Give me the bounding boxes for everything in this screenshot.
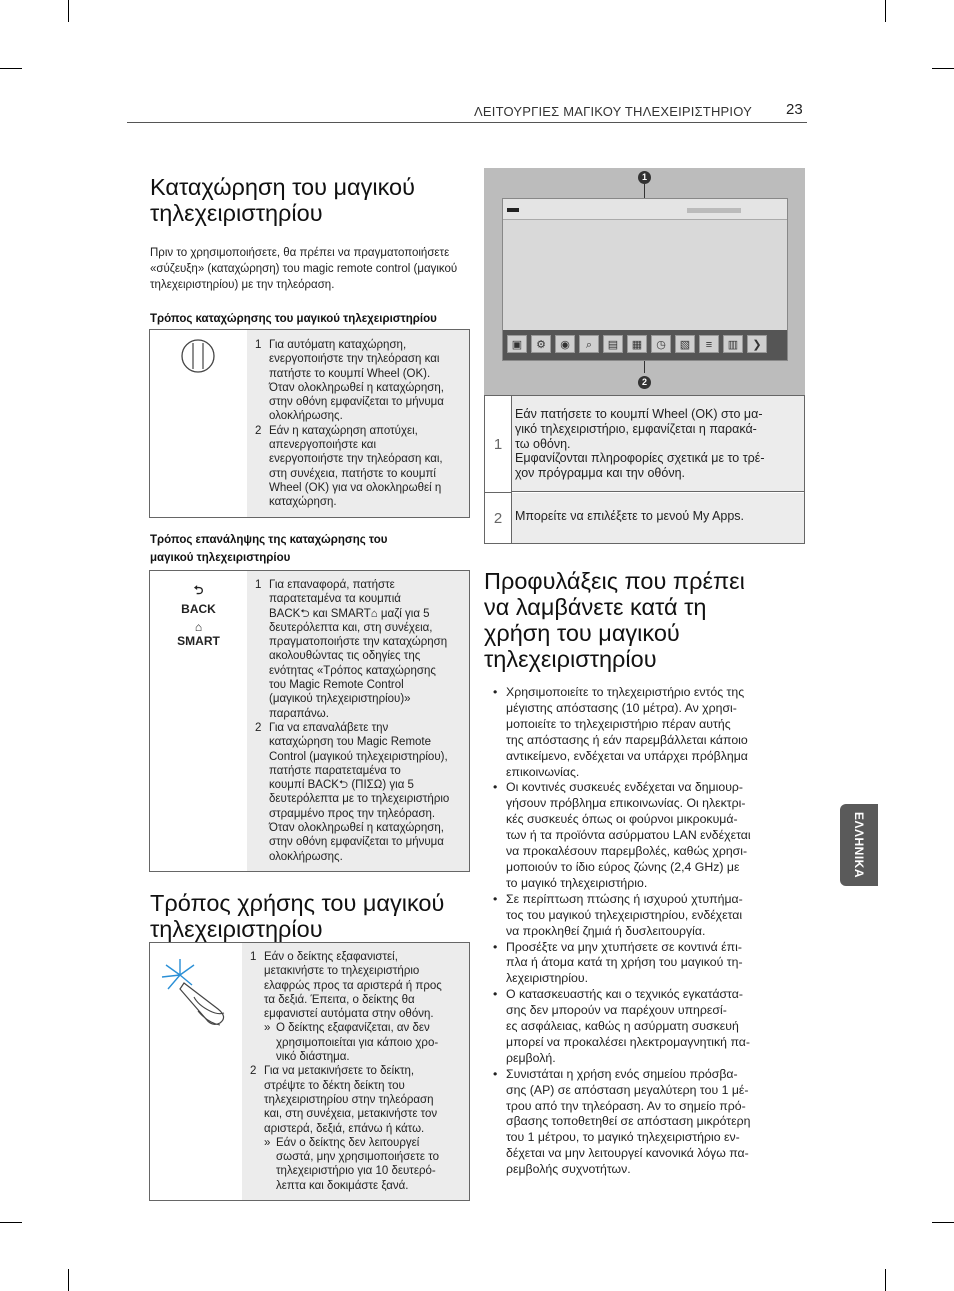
text-line: στη συνέχεια, πατήστε το κουμπί	[269, 467, 436, 480]
text-line: Control (μαγικού τηλεχειριστηρίου),	[269, 750, 448, 763]
text-line: σης δεν μπορούν να παρέχουν υπηρεσί-	[506, 1003, 727, 1018]
text-line: χρησιμοποιείται για κάποιο χρο-	[276, 1036, 439, 1049]
text-line: παρατεταμένα τα κουμπιά	[269, 593, 401, 606]
registration-table	[149, 329, 470, 518]
text-line: ενότητας «Τρόπος καταχώρησης	[269, 664, 436, 677]
tv-icon[interactable]: ▣	[507, 335, 527, 353]
precautions-list	[491, 685, 801, 1178]
table2-icon-cell	[150, 571, 248, 871]
step-number: 2	[250, 1065, 257, 1078]
progress-indicator	[687, 208, 741, 213]
text-line: τος του μαγικού τηλεχειριστηρίου, ενδέχεται	[506, 907, 743, 922]
text-line: εμφανιστεί αυτόματα στην οθόνη.	[264, 1008, 434, 1021]
text-line: σβασης τοποθετηθεί σε απόσταση μικρότερη	[506, 1114, 751, 1129]
text-line: να προκαλέσουν παρεμβολές, καθώς χρησι-	[506, 844, 748, 859]
reregistration-table	[149, 570, 470, 872]
text-line: να προκληθεί ζημιά ή δυσλειτουργία.	[506, 923, 706, 938]
header-rule	[127, 122, 807, 123]
registration-intro	[150, 245, 470, 293]
screen-icon[interactable]: ▥	[723, 335, 743, 353]
table3-steps	[250, 950, 463, 1193]
legend-text-cell	[512, 493, 804, 543]
language-tab	[840, 804, 878, 886]
text-line: Wheel (OK) για να ολοκληρωθεί η	[269, 481, 442, 494]
text-line: των ή τα προϊόντα ασύρματου LAN ενδέχεται	[506, 828, 751, 843]
precaution-item	[491, 780, 801, 891]
title-line: Τρόπος χρήσης του μαγικού	[150, 890, 445, 916]
apps-icon[interactable]: ▦	[627, 335, 647, 353]
step-item	[255, 721, 463, 864]
title-line: χρήση του μαγικού	[484, 620, 680, 646]
note-marker: »	[264, 1136, 271, 1149]
text-line: Για επαναφορά, πατήστε	[269, 579, 395, 591]
text-line: κουμπί BACK⮌ (ΠΙΣΩ) για 5	[269, 779, 414, 792]
text-line: ολοκλήρωσης.	[269, 850, 343, 863]
precaution-item	[491, 987, 801, 1067]
text-line: Εμφανίζονται πληροφορίες σχετικά με το τρέ-	[515, 451, 765, 466]
intro-line: τηλεχειριστηρίου) με την τηλεόραση.	[150, 279, 335, 291]
text-line: τρου από την τηλεόραση. Αν το σημείο πρό-	[506, 1098, 746, 1113]
table3-steps-cell	[242, 943, 469, 1200]
precautions-list-wrap	[491, 685, 801, 1178]
text-line: γικό τηλεχειριστήριο, εμφανίζεται η παρακά-	[515, 421, 757, 436]
text-line: Ο δείκτης εξαφανίζεται, αν δεν	[276, 1022, 430, 1035]
crop-mark	[68, 1269, 69, 1291]
text-line: του Magic Remote Control	[269, 679, 404, 692]
note-marker: »	[264, 1022, 271, 1035]
text-line: σης (AP) σε απόσταση μεγαλύτερη του 1 μέ-	[506, 1082, 749, 1097]
text-line: της απόστασης ή εάν παρεμβάλλεται κάποιο	[506, 732, 748, 747]
text-line: το μαγικό τηλεχειριστήριο.	[506, 875, 648, 890]
legend-number-cell	[485, 396, 512, 493]
text-line: Εάν η καταχώρηση αποτύχει,	[269, 424, 418, 437]
search-icon[interactable]: ⌕	[579, 335, 599, 353]
callout-line	[644, 361, 645, 373]
callout-badge: 2	[638, 376, 651, 389]
title-line: τηλεχειριστηρίου	[484, 646, 657, 672]
text-line: ελαφρώς προς τα αριστερά ή προς	[264, 979, 442, 992]
text-line: Εάν ο δείκτης δεν λειτουργεί	[276, 1136, 420, 1149]
precaution-item	[491, 940, 801, 988]
text-line: Μπορείτε να επιλέξετε το μενού My Apps.	[515, 509, 745, 523]
text-line: του 1 μέτρου, το μαγικό τηλεχειριστήριο εν-	[506, 1130, 740, 1145]
step-note	[264, 1136, 463, 1193]
text-line: αντικείμενο, ενδέχεται να υπάρχει πρόβλημα	[506, 748, 748, 763]
text-line: ες ασφάλειας, καθώς η ασύρματη συσκευή	[506, 1019, 739, 1034]
tv-screen	[502, 198, 788, 361]
text-line: καταχώρηση.	[269, 496, 337, 509]
text-line: αριστερά, δεξιά, επάνω ή κάτω.	[264, 1122, 425, 1135]
text-line: σωστά, μην χρησιμοποιήσετε το	[276, 1151, 440, 1164]
clock-icon[interactable]: ◷	[651, 335, 671, 353]
intro-line: «σύζευξη» (καταχώρηση) του magic remote control (μαγικού	[150, 263, 458, 275]
title-line: Προφυλάξεις που πρέπει	[484, 568, 745, 594]
text-line: γήσουν πρόβλημα επικοινωνίας. Οι ηλεκτρι-	[506, 796, 746, 811]
legend-text-cell	[512, 396, 804, 492]
usage-table	[149, 942, 470, 1201]
text-line: επικοινωνίας.	[506, 764, 580, 779]
launcher-bar	[503, 330, 787, 360]
text-line: δέχεται να μην λειτουργεί κανονικά λόγω πα-	[506, 1146, 749, 1161]
launcher-icons	[503, 330, 787, 358]
title-line: τηλεχειριστηρίου	[150, 200, 323, 226]
callout-badge: 1	[638, 171, 651, 184]
text-line: χον πρόγραμμα και την οθόνη.	[515, 466, 685, 481]
text-line: ολοκλήρωσης.	[269, 410, 343, 423]
text-line: λεπτα και δοκιμάστε ξανά.	[276, 1179, 409, 1192]
crop-mark	[68, 0, 69, 22]
step-note	[264, 1021, 463, 1064]
step-item	[250, 1064, 463, 1193]
precaution-item	[491, 892, 801, 940]
back-label: BACK	[181, 602, 216, 616]
text-line: πατήστε το κουμπί Wheel (OK).	[269, 367, 431, 380]
text-line: μετακινήστε το τηλεχειριστήριο	[264, 965, 420, 978]
globe-icon[interactable]: ◉	[555, 335, 575, 353]
language-tab-label: ΕΛΛΗΝΙΚΑ	[852, 811, 867, 879]
table1-icon-cell	[150, 330, 248, 517]
section-registration-title	[150, 174, 470, 226]
channel-indicator	[507, 208, 519, 212]
tv-screen-figure	[484, 168, 805, 395]
title-line: Καταχώρηση του μαγικού	[150, 174, 415, 200]
text-line: κές συσκευές όπως οι φούρνοι μικροκυμά-	[506, 812, 738, 827]
step-item	[250, 950, 463, 1064]
figure-legend-table	[484, 395, 805, 544]
callout-line	[644, 184, 645, 198]
text-line: και, στη συνέχεια, μετακινήστε τον	[264, 1108, 438, 1121]
step-item	[255, 424, 463, 510]
text-line: ρεμβολής συχνοτήτων.	[506, 1162, 631, 1177]
crop-mark	[885, 1269, 886, 1291]
text-line: τω οθόνη.	[515, 436, 571, 451]
section-usage-title	[150, 890, 480, 942]
settings-icon[interactable]: ⚙	[531, 335, 551, 353]
text-line: Για να επαναλάβετε την	[269, 721, 389, 734]
step-number: 2	[255, 424, 262, 437]
remote-pointing-icon	[158, 953, 238, 1033]
smart-home-icon: ⌂	[194, 620, 203, 634]
text-line: • Οι κοντινές συσκευές ενδέχεται να δημιουρ-	[506, 780, 744, 795]
text-line: ρεμβολή.	[506, 1050, 556, 1065]
precaution-item	[491, 1067, 801, 1178]
text-line: Όταν ολοκληρωθεί η καταχώρηση,	[269, 381, 444, 394]
page-number: 23	[786, 101, 803, 118]
text-line: • Σε περίπτωση πτώσης ή ισχυρού χτυπήμα-	[506, 891, 743, 906]
table1-steps-cell	[247, 330, 469, 517]
text-line: μπορεί να προκαλέσει ηλεκτρομαγνητική πα-	[506, 1034, 750, 1049]
text-line: Εάν ο δείκτης εξαφανιστεί,	[264, 951, 398, 963]
text-line: στρέψτε το δέκτη δείκτη του	[264, 1079, 405, 1092]
text-line: νικό διάστημα.	[276, 1051, 350, 1064]
header-title: ΛΕΙΤΟΥΡΓΙΕΣ ΜΑΓΙΚΟΥ ΤΗΛΕΧΕΙΡΙΣΤΗΡΙΟΥ	[474, 104, 752, 119]
text-line: Για να μετακινήσετε το δείκτη,	[264, 1065, 415, 1078]
text-line: στραμμένο προς την τηλεόραση.	[269, 807, 436, 820]
text-line: λεχειριστηρίου.	[506, 971, 589, 986]
text-line: Εάν πατήσετε το κουμπί Wheel (OK) στο μα-	[515, 407, 763, 421]
step-number: 1	[255, 579, 262, 591]
table2-title	[150, 531, 387, 567]
step-item	[255, 338, 463, 424]
text-line: τα δεξιά. Έπειτα, ο δείκτης θα	[264, 993, 415, 1006]
precaution-item	[491, 685, 801, 780]
text-line: Για αυτόματη καταχώρηση,	[269, 339, 407, 351]
text-line: τηλεχειριστήριο για 10 δευτερό-	[276, 1165, 436, 1178]
text-line: παραπάνω.	[269, 707, 329, 720]
text-line: • Προσέξτε να μην χτυπήσετε σε κοντινά έπι-	[506, 939, 742, 954]
text-line: ακολουθώντας τις οδηγίες της	[269, 650, 421, 663]
text-line: BACK⮌ και SMART⌂ μαζί για 5	[269, 607, 430, 620]
text-line: μέγιστης απόστασης (10 μέτρα). Αν χρησι-	[506, 700, 737, 715]
table1-steps	[255, 338, 463, 510]
title-line: τηλεχειριστηρίου	[150, 916, 323, 942]
input-icon[interactable]: ▧	[675, 335, 695, 353]
text-line: δευτερόλεπτα με το τηλεχειριστήριο	[269, 793, 450, 806]
smart-label: SMART	[177, 634, 220, 648]
crop-mark	[0, 68, 22, 69]
step-number: 1	[255, 339, 262, 351]
info-bar	[503, 199, 787, 220]
title-line: να λαμβάνετε κατά τη	[484, 594, 707, 620]
step-item	[255, 578, 463, 721]
text-line: ενεργοποιήστε την τηλεόραση και,	[269, 453, 443, 466]
crop-mark	[932, 68, 954, 69]
crop-mark	[885, 0, 886, 22]
crop-mark	[932, 1222, 954, 1223]
text-line: καταχώρηση του Magic Remote	[269, 736, 432, 749]
title-line: μαγικού τηλεχειριστηρίου	[150, 552, 291, 564]
guide-icon[interactable]: ▤	[603, 335, 623, 353]
step-number: 2	[255, 721, 262, 734]
more-icon[interactable]: ❯	[747, 335, 767, 353]
legend-number-cell	[485, 493, 512, 543]
list-icon[interactable]: ≡	[699, 335, 719, 353]
title-line: Τρόπος επανάληψης της καταχώρησης του	[150, 534, 388, 546]
text-line: • Συνιστάται η χρήση ενός σημείου πρόσβα-	[506, 1066, 738, 1081]
section-precautions-title	[484, 568, 804, 672]
text-line: Όταν ολοκληρωθεί η καταχώρηση,	[269, 822, 444, 835]
legend-number: 1	[493, 435, 503, 453]
text-line: δευτερόλεπτα και, στη συνέχεια,	[269, 621, 433, 634]
step-number: 1	[250, 951, 257, 963]
text-line: πραγματοποιήστε την καταχώρηση	[269, 636, 448, 649]
text-line: στην οθόνη εμφανίζεται το μήνυμα	[269, 836, 444, 849]
text-line: μοποιούν το ίδιο εύρος ζώνης (2,4 GHz) με	[506, 859, 740, 874]
text-line: • Χρησιμοποιείτε το τηλεχειριστήριο εντός της	[506, 685, 745, 699]
text-line: στην οθόνη εμφανίζεται το μήνυμα	[269, 396, 444, 409]
text-line: ενεργοποιήστε την τηλεόραση και	[269, 353, 440, 366]
text-line: • Ο κατασκευαστής και ο τεχνικός εγκατάστα-	[506, 987, 743, 1002]
text-line: απενεργοποιήστε και	[269, 439, 377, 452]
text-line: μοποιείτε το τηλεχειριστήριο πέραν αυτής	[506, 716, 731, 731]
text-line: πατήστε παρατεταμένα το	[269, 764, 401, 777]
back-icon: ⮌	[193, 583, 204, 597]
intro-line: Πριν το χρησιμοποιήσετε, θα πρέπει να πραγματοποιήσετε	[150, 247, 450, 259]
legend-number: 2	[493, 509, 503, 527]
wheel-button-icon	[180, 338, 216, 374]
table2-steps	[255, 578, 463, 864]
table2-steps-cell	[247, 571, 469, 871]
text-line: πλα ή άτομα κατά τη χρήση του μαγικού τη-	[506, 955, 743, 970]
crop-mark	[0, 1222, 22, 1223]
table3-icon-cell	[150, 943, 243, 1200]
text-line: (μαγικού τηλεχειριστηρίου)»	[269, 693, 411, 706]
text-line: τηλεχειριστηρίου στην τηλεόραση	[264, 1093, 434, 1106]
table1-title: Τρόπος καταχώρησης του μαγικού τηλεχειριστηρίου	[150, 313, 437, 325]
